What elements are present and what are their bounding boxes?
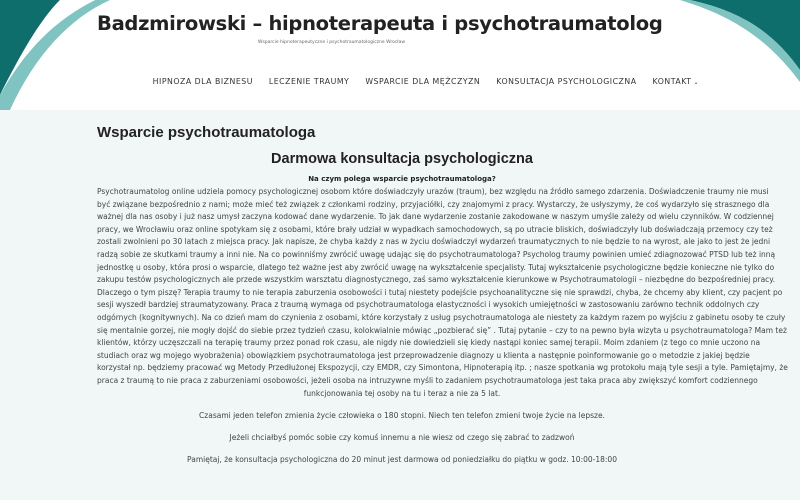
body-line: się mentalnie gorzej, nie mogły dojść do siebie przez tydzień czasu, kolokwialnie mówiąc „pozbierać się” . Tutaj pytanie – czy to na pewno była wizyta u psychotraumatologa? Mam też — [97, 325, 787, 335]
site-title[interactable]: Badzmirowski – hipnoterapeuta i psychotraumatolog — [97, 12, 663, 35]
body-line: zostali zwolnieni po 30 latach z miejsca pracy. Jak napisze, że chyba każdy z nas w życiu doświadczył wydarzeń traumatycznych to nie będzie to na wyrost, ale jako to jest że jedni — [97, 237, 771, 247]
chevron-down-icon: ⌄ — [693, 79, 699, 86]
nav-item-kontakt-label: KONTAKT — [652, 77, 692, 86]
body-line: odgórnych (kognitywnych). Na co dzień mam do czynienia z osobami, które korzystały z usług psychotraumatologa ale niestety za każdym razem po wyjściu z gabinetu osoby te czuły — [97, 312, 786, 322]
site-header — [0, 0, 800, 110]
main-content — [97, 124, 788, 465]
body-line: sesji wyszedł bardziej straumatyzowany. Praca z traumą wymaga od psychotraumatologa elastyczności i wysokich umiejętności w zastosowaniu zarówno technik oddolnych czy — [97, 300, 760, 310]
body-line: jednostkę u osoby, która prosi o wsparcie, dlatego też ważne jest aby zwrócić uwagę na wykształcenie specjalisty. Tutaj wykształcenie psychologiczne będzie konieczne nie tylko do — [97, 262, 775, 272]
paragraph-consultation-hours: Pamiętaj, że konsultacja psychologiczna do 20 minut jest darmowa od poniedziałku do piątku w godz. 10:00-18:00 — [187, 455, 617, 465]
nav-item-wsparcie-dla-mezczyzn[interactable]: WSPARCIE DLA MĘŻCZYZN — [365, 77, 481, 86]
article-body — [97, 186, 788, 400]
nav-item-hipnoza-dla-biznesu[interactable]: HIPNOZA DLA BIZNESU — [152, 77, 253, 86]
nav-item-leczenie-traumy[interactable]: LECZENIE TRAUMY — [268, 77, 350, 86]
main-navigation — [137, 77, 699, 86]
decorative-swoosh-left — [0, 0, 110, 110]
body-line: radzą sobie ze skutkami traumy a inni nie. Na co powinniśmy zwrócić uwagę udając się do psychotraumatologa? Psycholog traumy powinien umieć zdiagnozować PTSD lub też inną — [97, 249, 776, 259]
body-line: klientów, którzy uczęszczali na terapię traumy przez ponad rok czasu, ale nigdy nie dowiedzieli się kiedy nastąpi koniec samej terapii. Moim zdaniem (z tego co mnie uczono na — [97, 338, 761, 348]
nav-item-konsultacja-psychologiczna[interactable]: KONSULTACJA PSYCHOLOGICZNA — [496, 77, 637, 86]
paragraph-call-to-action: Jeżeli chciałbyś pomóc sobie czy komuś innemu a nie wiesz od czego się zabrać to zadzwoń — [229, 433, 575, 443]
nav-item-kontakt[interactable] — [653, 77, 699, 86]
decorative-swoosh-right — [650, 0, 800, 110]
body-line: zakupu testów psychologicznych ale przede wszystkim warsztatu diagnostycznego, zaś samo wykształcenie kierunkowe w Psychotraumatologii – niezbędne do bezpośredniej pracy. — [97, 275, 776, 285]
site-tagline: Wsparcie hipnoterapeutyczne i psychotraumatologiczne Wrocław — [258, 40, 406, 45]
body-line: ważnej dla nas osoby i już nasz umysł zaczyna kodować dane wydarzenie. To jak dane wydarzenie zostanie zakodowane w naszym umyśle zależy od wielu czynników. W codziennej — [97, 212, 774, 222]
page-title: Wsparcie psychotraumatologa — [97, 124, 316, 141]
body-line: Psychotraumatolog online udziela pomocy psychologicznej osobom które doświadczyły urazów (traum), bez względu na źródło samego zdarzenia. Doświadczenie traumy nie musi — [97, 187, 769, 196]
body-line: Dlaczego o tym piszę? Terapia traumy to nie terapia zaburzenia osobowości i tutaj niestety podejście psychoanalityczne się nie sprawdzi, chyba, że chcemy aby klient, czy pacjent po — [97, 287, 783, 297]
body-line: korzystał np. będziemy pracować wg Metody Przedłużonej Ekspozycji, czy EMDR, czy Simontona, Hipnoterapią itp. ; nasze spotkania wg protokołu mają tyle sesji a tyle. Pamiętajmy, że — [97, 363, 788, 373]
body-line: być związane bezpośrednio z nami; może mieć też związek z członkami rodziny, przyjaciółki, czy znajomymi z pracy. Wystarczy, że usłyszymy, że coś wydarzyło się strasznego dla — [97, 199, 770, 209]
body-line: funkcjonowania tej osoby na tu i teraz a nie za 5 lat. — [303, 388, 501, 398]
body-line: praca z traumą to nie praca z zaburzeniami osobowości, jeżeli osoba na intruzywne myśli to zadaniem psychotraumatologa jest taka praca aby zwiększyć komfort codziennego — [97, 375, 758, 385]
body-line: studiach oraz wg mojego wyobrażenia) obowiązkiem psychotraumatologa jest przeprowadzenie diagnozy u klienta a następnie poinformowanie go o metodzie z jakiej będzie — [97, 350, 750, 360]
question-heading: Na czym polega wsparcie psychotraumatologa? — [308, 175, 496, 183]
section-heading: Darmowa konsultacja psychologiczna — [271, 151, 533, 167]
body-line: pracy, we Wrocławiu oraz online spotykam się z osobami, które brały udział w wypadkach samochodowych, są po utracie bliskich, doświadczyły lub doświadczają przemocy czy też — [97, 224, 773, 234]
paragraph-phone-call: Czasami jeden telefon zmienia życie człowieka o 180 stopni. Niech ten telefon zmieni twoje życie na lepsze. — [199, 411, 605, 421]
